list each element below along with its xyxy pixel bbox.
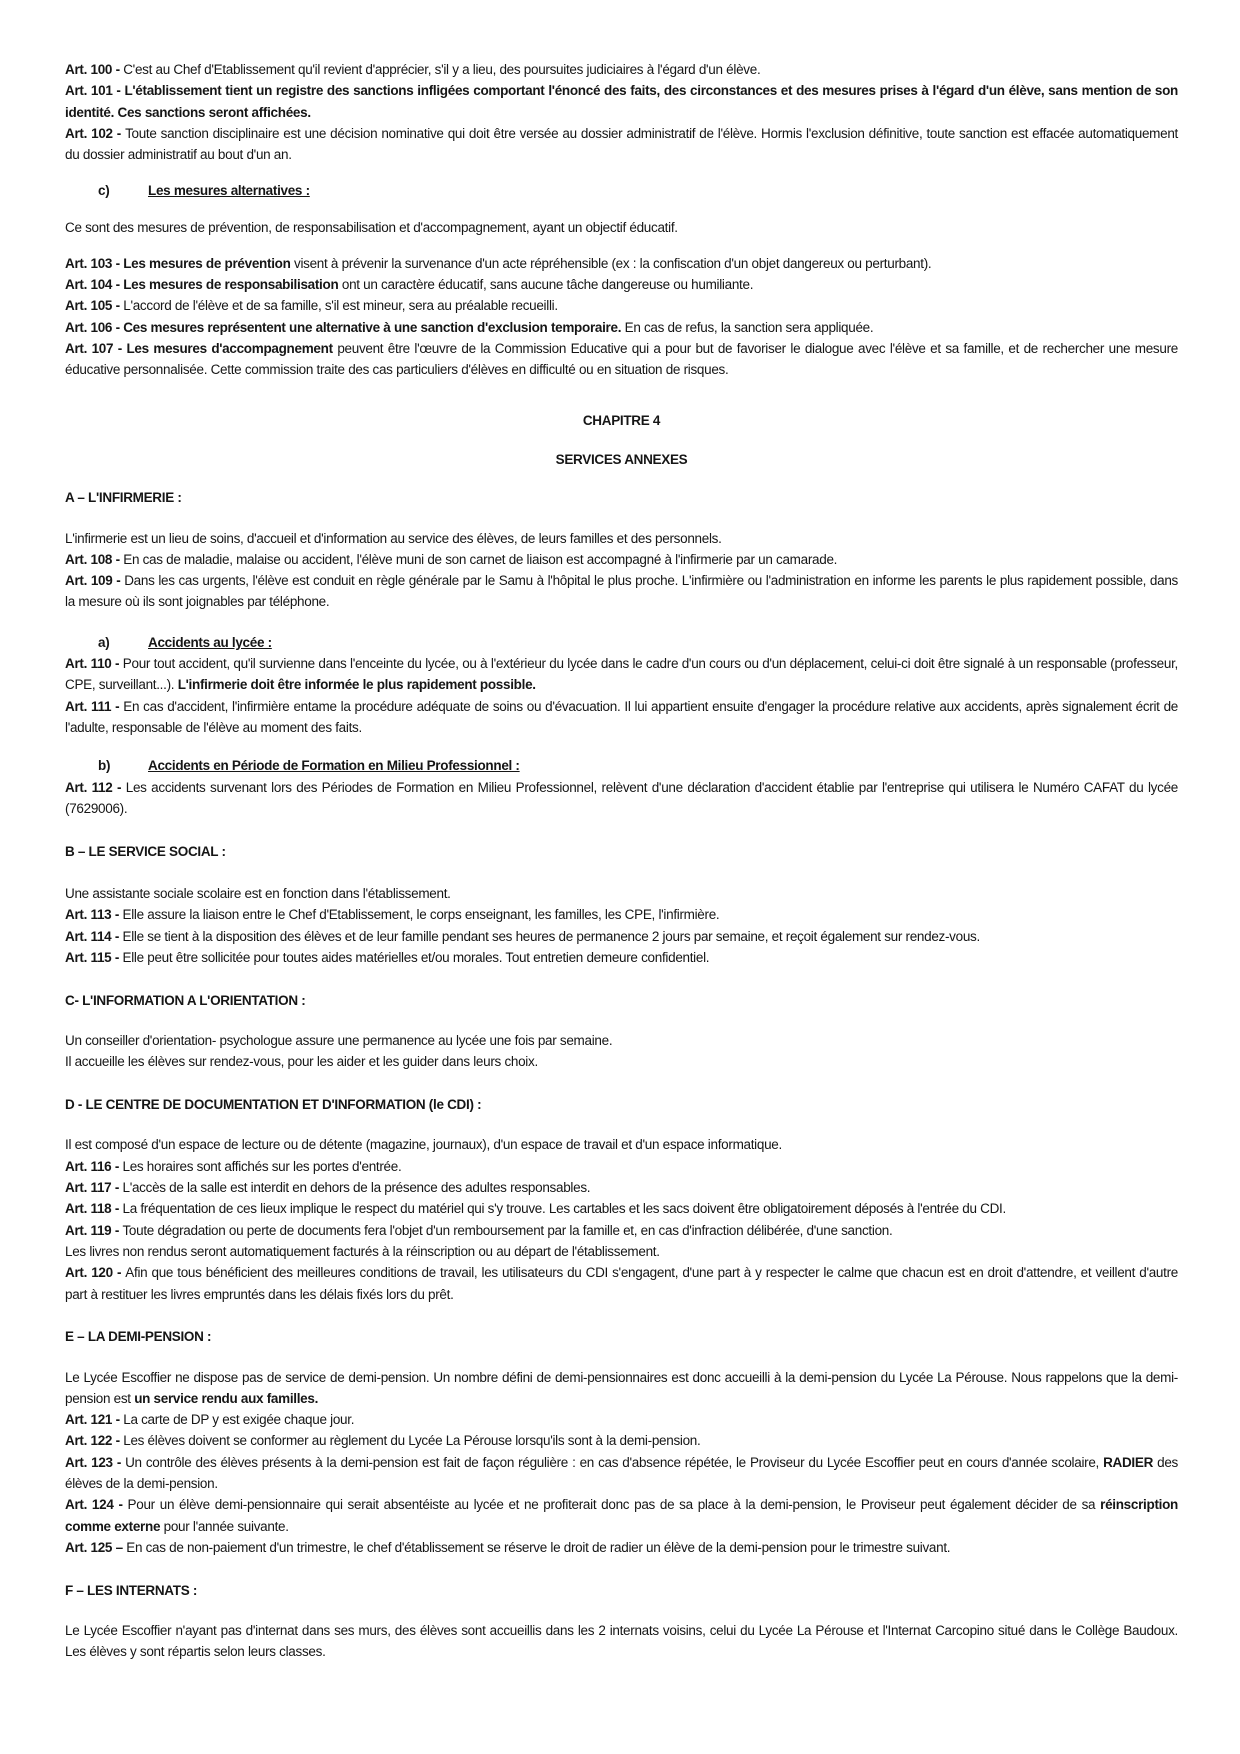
text-run-emphasis: Art. 111 - bbox=[65, 698, 124, 714]
text-run: Il est composé d'un espace de lecture ou de détente (magazine, journaux), d'un espace de travail et d'un espace informatique. bbox=[65, 1137, 782, 1153]
text-run-emphasis: Art. 120 - bbox=[65, 1265, 126, 1281]
list-marker: b) bbox=[98, 758, 111, 774]
paragraph bbox=[65, 1367, 1178, 1410]
text-run: Les livres non rendus seront automatiquement facturés à la réinscription ou au départ de l'établissement. bbox=[65, 1243, 660, 1259]
text-run-emphasis: Art. 100 - bbox=[65, 62, 124, 77]
section-heading bbox=[65, 487, 1178, 508]
text-run-emphasis: Accidents en Période de Formation en Milieu Professionnel : bbox=[148, 758, 520, 774]
text-run: ont un caractère éducatif, sans aucune tâche dangereuse ou humiliante. bbox=[338, 277, 754, 293]
paragraph bbox=[65, 317, 1178, 338]
text-run-emphasis: E – LA DEMI-PENSION : bbox=[65, 1329, 212, 1345]
text-run: Il accueille les élèves sur rendez-vous, pour les aider et les guider dans leurs choix. bbox=[65, 1054, 538, 1070]
text-run: peuvent être l'œuvre de la Commission Educative qui a pour but de favoriser le dialogue avec l'élève et sa famille, et de rechercher une mesure éducative personnalisée. Cette commission traite des cas particuliers d'élèves en difficulté ou en situation de risques. bbox=[65, 340, 1178, 378]
text-run-emphasis: Art. 117 - bbox=[65, 1180, 123, 1196]
text-run: La fréquentation de ces lieux implique le respect du matériel qui s'y trouve. Les cartables et les sacs doivent être obligatoirement déposés à l'entrée du CDI. bbox=[122, 1201, 1006, 1217]
text-run: Pour tout accident, qu'il survienne dans l'enceinte du lycée, ou à l'extérieur du lycée dans le cadre d'un cours ou d'un déplacement, celui-ci doit être signalé à un responsable (professeur, CPE, surveillant...). bbox=[65, 656, 1178, 693]
text-run: Toute sanction disciplinaire est une décision nominative qui doit être versée au dossier administratif de l'élève. Hormis l'exclusion définitive, toute sanction est effacée automatiquement du dossier administratif au bout d'un an. bbox=[65, 125, 1178, 163]
paragraph bbox=[65, 947, 1178, 968]
text-run-emphasis: Art. 103 - Les mesures de prévention bbox=[65, 255, 291, 271]
text-run-emphasis: Art. 101 - L'établissement tient un registre des sanctions infligées comportant l'énoncé des faits, des circonstances et des mesures prises à l'égard d'un élève, sans mention de son identité. Ces sanctions seront affichées. bbox=[65, 83, 1178, 120]
section-heading bbox=[65, 990, 1178, 1011]
text-run: Afin que tous bénéficient des meilleures conditions de travail, les utilisateurs du CDI s'engagent, d'une part à y respecter le calme que chacun est en droit d'attendre, et veillent d'autre part à restituer les livres empruntés dans les délais fixés lors du prêt. bbox=[65, 1265, 1178, 1302]
text-run-emphasis: Art. 122 - bbox=[65, 1433, 124, 1449]
text-run-emphasis: CHAPITRE 4 bbox=[582, 413, 661, 429]
text-run: En cas d'accident, l'infirmière entame la procédure adéquate de soins ou d'évacuation. Il lui appartient ensuite d'engager la procédure relative aux accidents, après signalement écrit de l'adulte, responsable de l'élève au moment des faits. bbox=[65, 698, 1179, 736]
text-run-emphasis: Art. 115 - bbox=[65, 950, 123, 966]
text-run-emphasis: Art. 107 - Les mesures d'accompagnement bbox=[65, 340, 333, 356]
text-run-emphasis: A – L'INFIRMERIE : bbox=[65, 490, 182, 506]
text-run: L'accès de la salle est interdit en dehors de la présence des adultes responsables. bbox=[122, 1180, 591, 1196]
text-run-emphasis: un service rendu aux familles. bbox=[134, 1390, 319, 1406]
paragraph bbox=[65, 1051, 1178, 1072]
text-run: des élèves de la demi-pension. bbox=[65, 1454, 1178, 1492]
text-run-emphasis: C- L'INFORMATION A L'ORIENTATION : bbox=[65, 992, 306, 1008]
paragraph bbox=[65, 1262, 1178, 1305]
text-run-emphasis: Art. 125 – bbox=[65, 1539, 127, 1555]
paragraph bbox=[65, 1177, 1178, 1198]
text-run-emphasis: Art. 108 - bbox=[65, 551, 124, 567]
text-run-emphasis: Art. 105 - bbox=[65, 298, 124, 314]
text-run: pour l'année suivante. bbox=[160, 1518, 289, 1534]
paragraph bbox=[65, 653, 1178, 696]
text-run-emphasis: L'infirmerie doit être informée le plus rapidement possible. bbox=[177, 677, 536, 693]
text-run-emphasis: Art. 104 - Les mesures de responsabilisation bbox=[65, 277, 339, 293]
text-run-emphasis: B – LE SERVICE SOCIAL : bbox=[65, 843, 226, 859]
text-run-emphasis: SERVICES ANNEXES bbox=[555, 451, 688, 467]
list-heading bbox=[65, 632, 1178, 653]
paragraph bbox=[65, 549, 1178, 570]
paragraph bbox=[65, 217, 1178, 238]
paragraph bbox=[65, 696, 1178, 739]
list-marker: c) bbox=[98, 183, 110, 199]
text-run: En cas de maladie, malaise ou accident, l'élève muni de son carnet de liaison est accompagné à l'infirmerie par un camarade. bbox=[123, 551, 838, 567]
text-run-emphasis: Art. 114 - bbox=[65, 928, 123, 944]
paragraph bbox=[65, 59, 1178, 80]
paragraph bbox=[65, 338, 1178, 381]
text-run: Dans les cas urgents, l'élève est conduit en règle générale par le Samu à l'hôpital le plus proche. L'infirmière ou l'administration en informe les parents le plus rapidement possible, dans la mesure où ils sont joignables par téléphone. bbox=[65, 573, 1178, 610]
paragraph bbox=[65, 904, 1178, 925]
paragraph bbox=[65, 1409, 1178, 1430]
paragraph bbox=[65, 1494, 1178, 1537]
paragraph bbox=[65, 1241, 1178, 1262]
paragraph bbox=[65, 1134, 1178, 1155]
text-run: visent à prévenir la survenance d'un acte répréhensible (ex : la confiscation d'un objet dangereux ou perturbant). bbox=[290, 255, 932, 271]
text-run-emphasis: Art. 109 - bbox=[65, 573, 125, 589]
text-run-emphasis: F – LES INTERNATS : bbox=[65, 1582, 198, 1598]
text-run: Les élèves doivent se conformer au règlement du Lycée La Pérouse lorsqu'ils sont à la demi-pension. bbox=[123, 1433, 701, 1449]
text-run-emphasis: Art. 124 - bbox=[65, 1497, 128, 1513]
text-run-emphasis: Art. 102 - bbox=[65, 125, 126, 141]
text-run-emphasis: Art. 106 - Ces mesures représentent une alternative à une sanction d'exclusion temporaire. bbox=[65, 319, 622, 335]
text-run-emphasis: Art. 112 - bbox=[65, 779, 126, 795]
paragraph bbox=[65, 926, 1178, 947]
text-run: Ce sont des mesures de prévention, de responsabilisation et d'accompagnement, ayant un objectif éducatif. bbox=[65, 219, 678, 235]
section-heading bbox=[65, 841, 1178, 862]
text-run: Les horaires sont affichés sur les portes d'entrée. bbox=[122, 1158, 402, 1174]
paragraph bbox=[65, 1430, 1178, 1451]
text-run-emphasis: Accidents au lycée : bbox=[148, 634, 272, 650]
text-run: En cas de non-paiement d'un trimestre, le chef d'établissement se réserve le droit de radier un élève de la demi-pension pour le trimestre suivant. bbox=[126, 1539, 951, 1555]
paragraph bbox=[65, 883, 1178, 904]
text-run-emphasis: RADIER bbox=[1103, 1454, 1154, 1470]
text-run-emphasis: Art. 121 - bbox=[65, 1412, 124, 1428]
paragraph bbox=[65, 1452, 1178, 1495]
chapter-title bbox=[65, 449, 1178, 470]
paragraph bbox=[65, 1156, 1178, 1177]
text-run-emphasis: Art. 116 - bbox=[65, 1158, 123, 1174]
list-heading bbox=[65, 755, 1178, 776]
text-run: Elle se tient à la disposition des élèves et de leur famille pendant ses heures de permanence 2 jours par semaine, et reçoit également sur rendez-vous. bbox=[122, 928, 980, 944]
text-run: L'infirmerie est un lieu de soins, d'accueil et d'information au service des élèves, de leurs familles et des personnels. bbox=[65, 530, 722, 546]
paragraph bbox=[65, 1198, 1178, 1219]
text-run-emphasis: Art. 110 - bbox=[65, 656, 123, 672]
text-run-emphasis: Art. 123 - bbox=[65, 1454, 126, 1470]
section-heading bbox=[65, 1326, 1178, 1347]
paragraph bbox=[65, 1220, 1178, 1241]
list-marker: a) bbox=[98, 634, 110, 650]
text-run-emphasis: Art. 119 - bbox=[65, 1222, 123, 1238]
paragraph bbox=[65, 528, 1178, 549]
paragraph bbox=[65, 295, 1178, 316]
text-run: Le Lycée Escoffier n'ayant pas d'internat dans ses murs, des élèves sont accueillis dans les 2 internats voisins, celui du Lycée La Pérouse et l'Internat Carcopino situé dans le Collège Baudoux. Les élèves y sont répartis selon leurs classes. bbox=[65, 1622, 1178, 1660]
text-run: L'accord de l'élève et de sa famille, s'il est mineur, sera au préalable recueilli. bbox=[123, 298, 558, 314]
text-run-emphasis: D - LE CENTRE DE DOCUMENTATION ET D'INFORMATION (le CDI) : bbox=[65, 1096, 482, 1112]
text-run-emphasis: Les mesures alternatives : bbox=[148, 183, 310, 199]
chapter-title bbox=[65, 410, 1178, 431]
text-run: En cas de refus, la sanction sera appliquée. bbox=[621, 319, 874, 335]
text-run: Le Lycée Escoffier ne dispose pas de service de demi-pension. Un nombre défini de demi-pensionnaires est donc accueilli à la demi-pension du Lycée La Pérouse. Nous rappelons que la demi-pension est bbox=[65, 1369, 1178, 1406]
paragraph bbox=[65, 1030, 1178, 1051]
section-heading bbox=[65, 1094, 1178, 1115]
text-run: Toute dégradation ou perte de documents fera l'objet d'un remboursement par la famille et, en cas d'infraction délibérée, d'une sanction. bbox=[122, 1222, 893, 1238]
paragraph bbox=[65, 274, 1178, 295]
text-run: Pour un élève demi-pensionnaire qui serait absentéiste au lycée et ne profiterait donc pas de sa place à la demi-pension, le Proviseur peut également décider de sa bbox=[127, 1497, 1101, 1513]
text-run: Les accidents survenant lors des Périodes de Formation en Milieu Professionnel, relèvent d'une déclaration d'accident établie par l'entreprise qui utilisera le Numéro CAFAT du lycée (7629006). bbox=[65, 779, 1178, 816]
paragraph bbox=[65, 570, 1178, 613]
text-run-emphasis: Art. 113 - bbox=[65, 907, 123, 923]
paragraph bbox=[65, 1537, 1178, 1558]
text-run: C'est au Chef d'Etablissement qu'il revient d'apprécier, s'il y a lieu, des poursuites judiciaires à l'égard d'un élève. bbox=[123, 62, 761, 77]
text-run: Elle assure la liaison entre le Chef d'Etablissement, le corps enseignant, les familles, les CPE, l'infirmière. bbox=[122, 907, 720, 923]
list-heading bbox=[65, 180, 1178, 201]
text-run: Elle peut être sollicitée pour toutes aides matérielles et/ou morales. Tout entretien demeure confidentiel. bbox=[122, 950, 710, 966]
paragraph bbox=[65, 123, 1178, 166]
text-run-emphasis: Art. 118 - bbox=[65, 1201, 123, 1217]
paragraph bbox=[65, 1620, 1178, 1663]
paragraph bbox=[65, 253, 1178, 274]
section-heading bbox=[65, 1580, 1178, 1601]
text-run-emphasis: réinscription comme externe bbox=[65, 1497, 1178, 1534]
paragraph bbox=[65, 80, 1178, 123]
text-run: Un conseiller d'orientation- psychologue assure une permanence au lycée une fois par semaine. bbox=[65, 1033, 613, 1049]
text-run: Une assistante sociale scolaire est en fonction dans l'établissement. bbox=[65, 886, 451, 902]
text-run: Un contrôle des élèves présents à la demi-pension est fait de façon régulière : en cas d'absence répétée, le Proviseur du Lycée Escoffier peut en cours d'année scolaire, bbox=[125, 1454, 1104, 1470]
text-run: La carte de DP y est exigée chaque jour. bbox=[123, 1412, 355, 1428]
paragraph bbox=[65, 777, 1178, 820]
